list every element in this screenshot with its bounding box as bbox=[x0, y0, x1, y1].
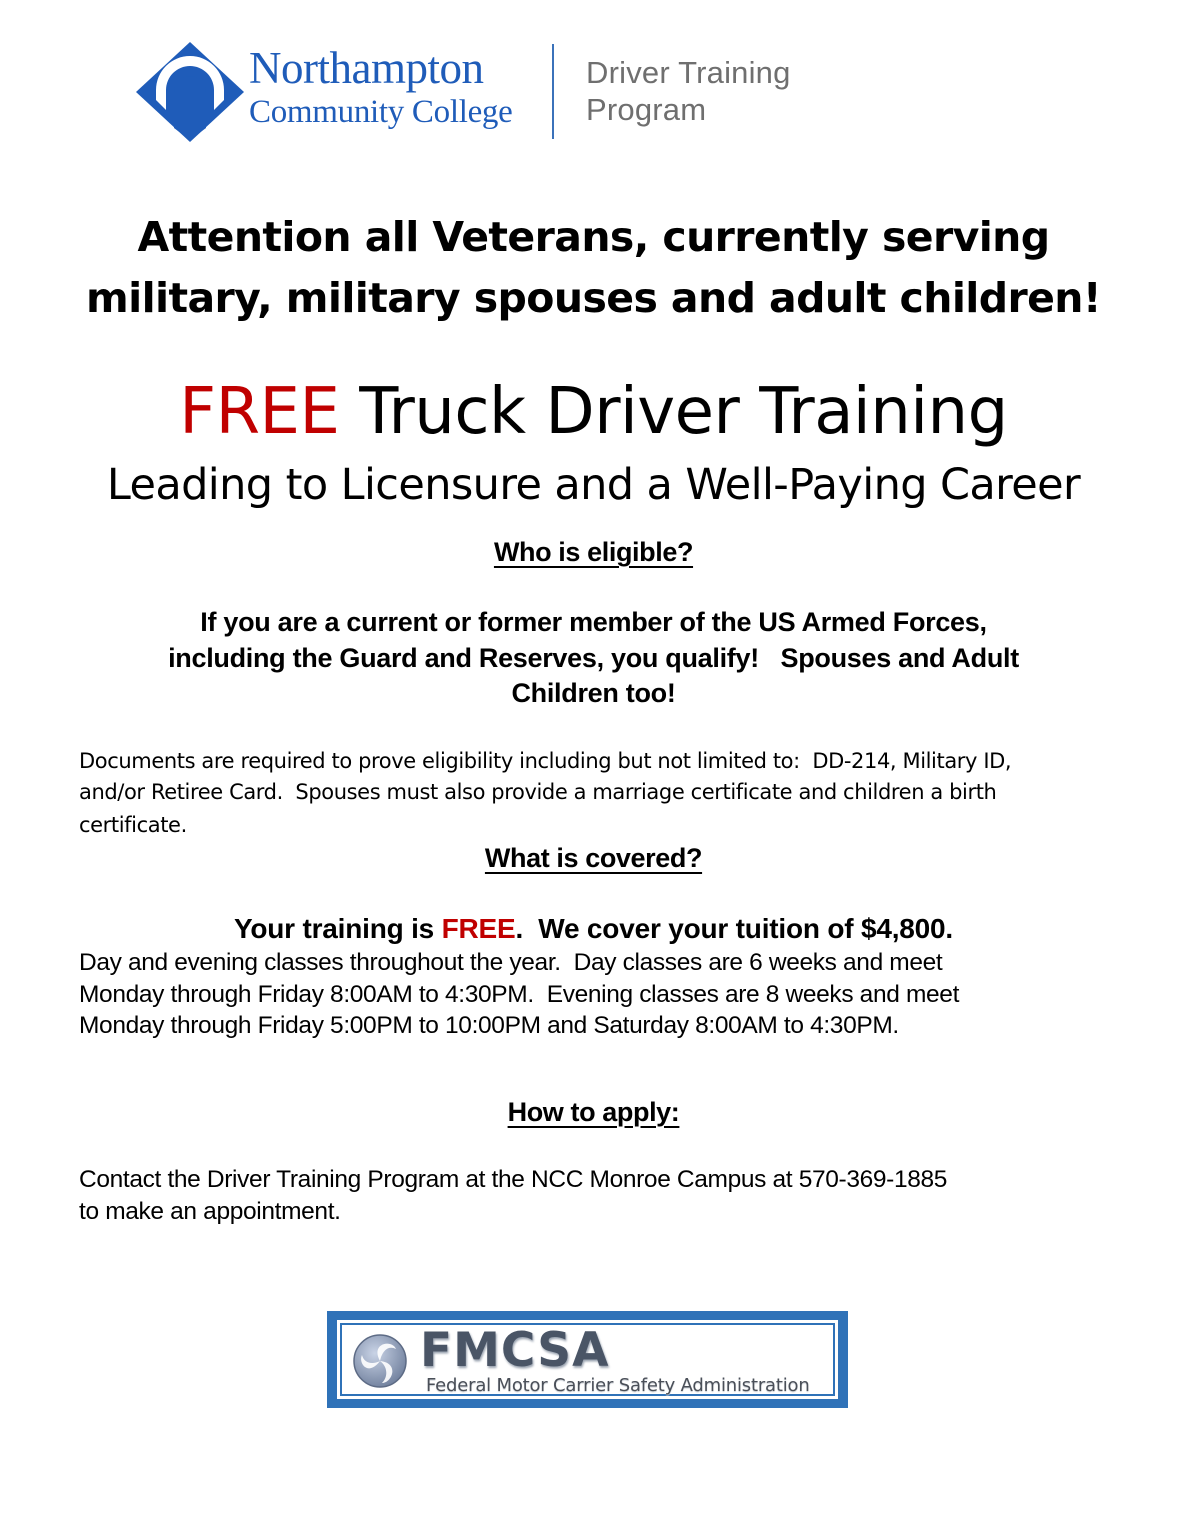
college-name-line2: Community College bbox=[249, 94, 513, 130]
apply-line: Contact the Driver Training Program at the NCC Monroe Campus at 570-369-1885 bbox=[79, 1166, 948, 1193]
eligibility-line: Children too! bbox=[511, 678, 676, 708]
subtitle: Leading to Licensure and a Well-Paying Career bbox=[106, 460, 1081, 510]
tuition-free-highlight: FREE bbox=[441, 913, 516, 944]
apply-heading-text: How to apply: bbox=[507, 1097, 680, 1127]
program-name-line1: Driver Training bbox=[586, 55, 791, 90]
eligibility-heading-text: Who is eligible? bbox=[493, 537, 694, 567]
apply-line: to make an appointment. bbox=[79, 1198, 341, 1225]
coverage-heading-text: What is covered? bbox=[484, 843, 703, 873]
documents-line: and/or Retiree Card. Spouses must also provide a marriage certificate and children a birth bbox=[79, 780, 997, 804]
dot-emblem-icon bbox=[352, 1333, 408, 1389]
attention-heading-line2: military, military spouses and adult children! bbox=[86, 274, 1101, 322]
ncc-logo-icon bbox=[134, 40, 246, 144]
tuition-prefix: Your training is bbox=[233, 913, 442, 944]
free-highlight: FREE bbox=[179, 375, 340, 449]
eligibility-heading bbox=[0, 535, 1187, 569]
eligibility-line: If you are a current or former member of the US Armed Forces, bbox=[200, 607, 987, 637]
coverage-heading bbox=[0, 841, 1187, 875]
header-divider bbox=[552, 44, 554, 139]
fmcsa-logo-badge bbox=[327, 1311, 848, 1408]
documents-line: Documents are required to prove eligibility including but not limited to: DD-214, Military ID, bbox=[79, 749, 1012, 773]
tuition-statement bbox=[0, 912, 1187, 946]
eligibility-line: including the Guard and Reserves, you qualify! Spouses and Adult bbox=[168, 643, 1019, 673]
program-name-line2: Program bbox=[586, 92, 707, 127]
attention-heading-line1: Attention all Veterans, currently serving bbox=[137, 213, 1050, 261]
college-name bbox=[249, 43, 513, 130]
schedule-line: Monday through Friday 5:00PM to 10:00PM and Saturday 8:00AM to 4:30PM. bbox=[79, 1012, 899, 1039]
program-name bbox=[586, 54, 791, 128]
fmcsa-acronym: FMCSA bbox=[420, 1323, 610, 1378]
schedule-line: Day and evening classes throughout the year. Day classes are 6 weeks and meet bbox=[79, 949, 943, 976]
schedule-line: Monday through Friday 8:00AM to 4:30PM. Evening classes are 8 weeks and meet bbox=[79, 981, 960, 1008]
tuition-suffix: . We cover your tuition of $4,800. bbox=[515, 913, 954, 944]
apply-heading bbox=[0, 1095, 1187, 1129]
college-name-line1: Northampton bbox=[249, 43, 484, 93]
main-title-rest: Truck Driver Training bbox=[339, 375, 1008, 449]
documents-line: certificate. bbox=[79, 813, 187, 837]
main-title bbox=[0, 374, 1187, 450]
fmcsa-full-name: Federal Motor Carrier Safety Administration bbox=[426, 1375, 810, 1396]
